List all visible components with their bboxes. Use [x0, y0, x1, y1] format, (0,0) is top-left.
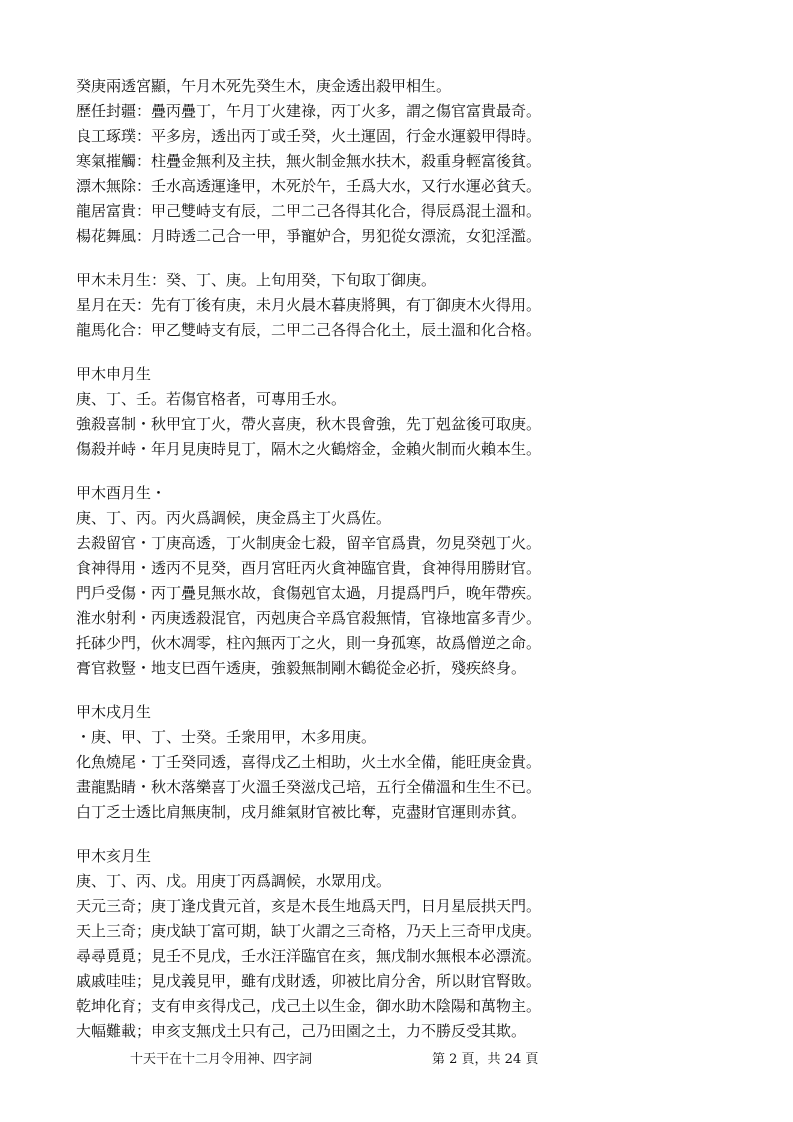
text-section: [76, 700, 726, 825]
text-line: 良工琢璞：平多房，透出丙丁或壬癸，火土運固，行金水運毅甲得時。: [76, 127, 542, 145]
text-line: 歷任封疆：疊丙疊丁，午月丁火建祿，丙丁火多，謂之傷官富貴最奇。: [76, 102, 542, 120]
text-line: 癸庚兩透宮顯，午月木死先癸生木，庚金透出殺甲相生。: [76, 77, 452, 95]
footer-title: 十天干在十二月令用神、四字詞: [130, 1052, 313, 1067]
text-line: 庚、丁、丙。丙火爲調候，庚金爲主丁火爲佐。: [76, 509, 392, 527]
text-section: [76, 74, 726, 249]
text-line: 甲木未月生：癸、丁、庚。上旬用癸，下旬取丁御庚。: [76, 271, 437, 289]
text-section: [76, 481, 726, 681]
text-line: 托砵少門，伙木凋零，柱內無丙丁之火，則一身孤寒，故爲僧逆之命。: [76, 634, 542, 652]
text-line: ・庚、甲、丁、士癸。壬衆用甲，木多用庚。: [76, 728, 377, 746]
text-line: 門戶受傷・丙丁疊見無水故，食傷剋官太過，月提爲門戶，晚年帶疾。: [76, 584, 542, 602]
document-body: [76, 74, 726, 1044]
text-line: 天元三奇；庚丁逢戊貴元首，亥是木長生地爲天門，日月星辰拱天門。: [76, 897, 542, 915]
text-line: 天上三奇；庚戊缺丁富可期，缺丁火謂之三奇格，乃天上三奇甲戊庚。: [76, 922, 542, 940]
text-line: 楊花舞風：月時透二己合一甲，爭寵妒合，男犯從女漂流，女犯淫濫。: [76, 227, 542, 245]
text-section: [76, 362, 726, 462]
text-line: 尋尋覓覓；見壬不見戊，壬水汪洋臨官在亥，無戊制水無根本必漂流。: [76, 947, 542, 965]
text-line: 漂木無除：壬水高透運逢甲，木死於午，壬爲大水，又行水運必貧夭。: [76, 177, 542, 195]
text-line: 甲木亥月生: [76, 847, 152, 865]
text-line: 淮水射利・丙庚透殺混官，丙剋庚合辛爲官殺無情，官祿地富多青少。: [76, 609, 542, 627]
text-line: 甲木酉月生・: [76, 484, 167, 502]
text-line: 星月在天：先有丁後有庚，未月火晨木暮庚將興，有丁御庚木火得用。: [76, 296, 542, 314]
page-number: 第 2 頁，共 24 頁: [432, 1052, 539, 1067]
text-line: 龍居富貴：甲己雙峙支有辰，二甲二己各得其化合，得辰爲混土溫和。: [76, 202, 542, 220]
text-section: [76, 844, 726, 1044]
text-line: 傷殺并峙・年月見庚時見丁，隔木之火鶴熔金，金賴火制而火賴本生。: [76, 440, 542, 458]
text-line: 去殺留官・丁庚高透，丁火制庚金七殺，留辛官爲貴，勿見癸剋丁火。: [76, 534, 542, 552]
section-gap: [76, 825, 726, 844]
text-line: 大幅難載；申亥支無戊土只有己，己乃田園之土，力不勝反受其欺。: [76, 1022, 527, 1040]
section-gap: [76, 343, 726, 362]
text-line: 化魚燒尾・丁壬癸同透，喜得戊乙土相助，火土水全備，能旺庚金貴。: [76, 753, 542, 771]
text-line: 庚、丁、壬。若傷官格者，可專用壬水。: [76, 390, 347, 408]
text-line: 食神得用・透丙不見癸，酉月宮旺丙火貪神臨官貴，食神得用勝財官。: [76, 559, 542, 577]
text-line: 龍馬化合：甲乙雙峙支有辰，二甲二己各得合化土，辰土溫和化合格。: [76, 321, 542, 339]
section-gap: [76, 462, 726, 481]
page-footer: [0, 1050, 793, 1070]
text-line: 膏官救豎・地支巳酉午透庚，強毅無制剛木鶴從金必折，殘疾終身。: [76, 659, 527, 677]
section-gap: [76, 249, 726, 268]
text-line: 甲木申月生: [76, 365, 152, 383]
text-line: 畫龍點睛・秋木落樂喜丁火溫壬癸滋戊己培，五行全備溫和生生不已。: [76, 778, 542, 796]
text-section: [76, 268, 726, 343]
text-line: 庚、丁、丙、戊。用庚丁丙爲調候，水眾用戊。: [76, 872, 392, 890]
text-line: 甲木戌月生: [76, 703, 152, 721]
text-line: 寒氣摧觸：柱疊金無利及主扶，無火制金無水扶木，殺重身輕富後貧。: [76, 152, 542, 170]
section-gap: [76, 681, 726, 700]
text-line: 白丁乏士透比肩無庚制，戌月維氣財官被比奪，克盡財官運則赤貧。: [76, 803, 527, 821]
text-line: 戚戚哇哇；見戊義見甲，雖有戊財透，卯被比肩分舍，所以財官腎敗。: [76, 972, 542, 990]
text-line: 乾坤化育；支有申亥得戊己，戊己土以生金，御水助木陰陽和萬物主。: [76, 997, 542, 1015]
text-line: 強殺喜制・秋甲宜丁火，帶火喜庚，秋木畏會強，先丁剋盆後可取庚。: [76, 415, 542, 433]
